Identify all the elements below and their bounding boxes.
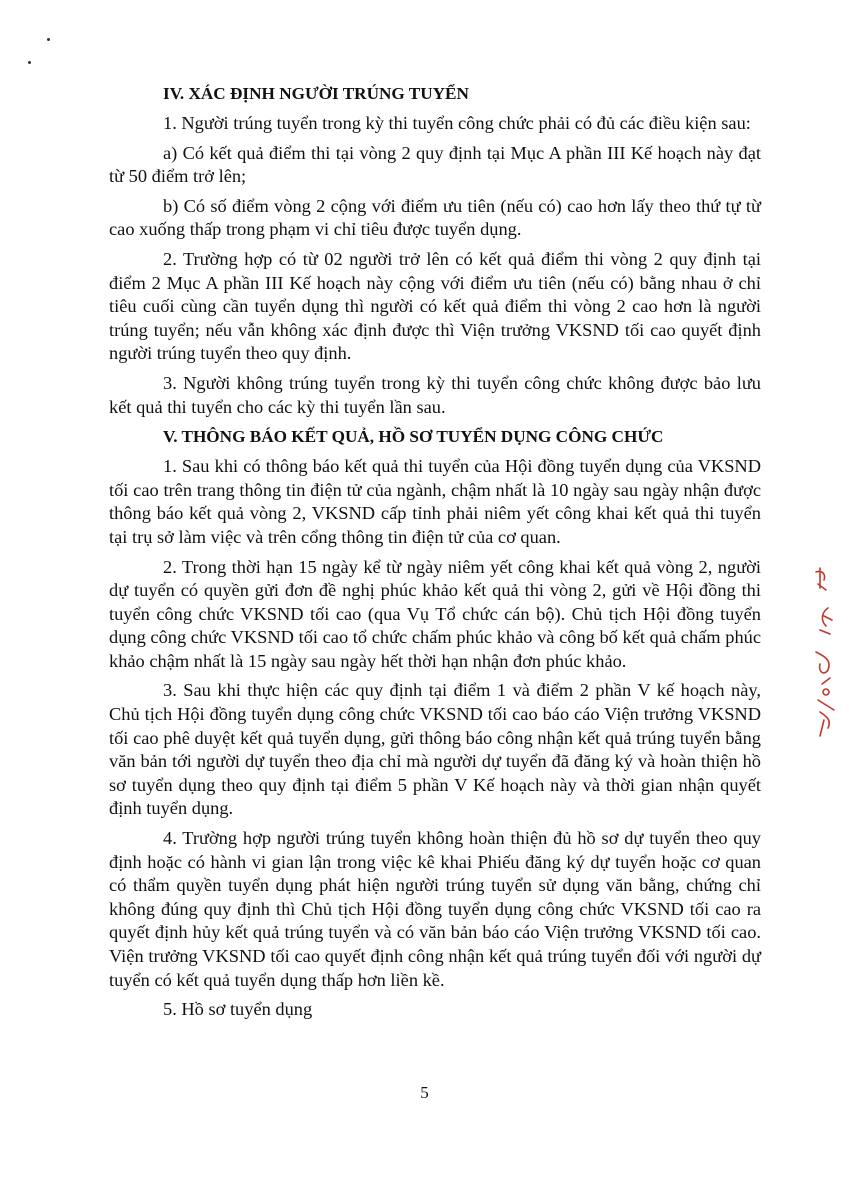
paragraph: 2. Trường hợp có từ 02 người trở lên có kết quả điểm thi vòng 2 quy định tại điểm 2 Mục A phần III Kế hoạch này cộng với điểm ưu tiên (nếu có) bằng nhau ở chỉ tiêu cuối cùng cần tuyển dụng thì người có kết quả điểm thi vòng 2 cao hơn là người trúng tuyển; nếu vẫn không xác định được thì Viện trưởng VKSND tối cao quyết định người trúng tuyển theo quy định. <box>109 248 761 364</box>
paragraph: 1. Người trúng tuyển trong kỳ thi tuyển công chức phải có đủ các điều kiện sau: <box>163 113 751 133</box>
paragraph: b) Có số điểm vòng 2 cộng với điểm ưu tiên (nếu có) cao hơn lấy theo thứ tự từ cao xuống thấp trong phạm vi chỉ tiêu được tuyển dụng. <box>109 195 761 240</box>
section-heading-iv: IV. XÁC ĐỊNH NGƯỜI TRÚNG TUYỂN <box>163 84 469 103</box>
section-heading-v: V. THÔNG BÁO KẾT QUẢ, HỒ SƠ TUYỂN DỤNG CÔNG CHỨC <box>163 427 664 447</box>
paragraph: 1. Sau khi có thông báo kết quả thi tuyển của Hội đồng tuyển dụng của VKSND tối cao trên trang thông tin điện tử của ngành, chậm nhất là 10 ngày sau ngày nhận được thông báo kết quả vòng 2, VKSND cấp tỉnh phải niêm yết công khai kết quả thi tuyển tại trụ sở làm việc và trên cổng thông tin điện tử của cơ quan. <box>109 456 761 547</box>
paragraph: 4. Trường hợp người trúng tuyển không hoàn thiện đủ hồ sơ dự tuyển theo quy định hoặc có hành vi gian lận trong việc kê khai Phiếu đăng ký dự tuyển hoặc cơ quan có thẩm quyền tuyển dụng phát hiện người trúng tuyển sử dụng văn bằng, chứng chỉ không đúng quy định thì Chủ tịch Hội đồng tuyển dụng công chức VKSND tối cao ra quyết định hủy kết quả trúng tuyển và có văn bản báo cáo Viện trưởng VKSND tối cao. Viện trưởng VKSND tối cao quyết định công nhận kết quả trúng tuyển đối với người dự tuyển có kết quả tuyển dụng thấp hơn liền kề. <box>109 828 761 990</box>
scan-speck <box>28 61 31 64</box>
paragraph: 2. Trong thời hạn 15 ngày kể từ ngày niêm yết công khai kết quả vòng 2, người dự tuyển có quyền gửi đơn đề nghị phúc khảo kết quả thi vòng 2, gửi về Hội đồng thi tuyển công chức VKSND tối cao (qua Vụ Tổ chức cán bộ). Chủ tịch Hội đồng tuyển dụng công chức VKSND tối cao tổ chức chấm phúc khảo và công bố kết quả chấm phúc khảo chậm nhất là 15 ngày sau ngày hết thời hạn nhận đơn phúc khảo. <box>109 556 761 671</box>
page-content <box>109 82 761 1028</box>
paragraph: a) Có kết quả điểm thi tại vòng 2 quy định tại Mục A phần III Kế hoạch này đạt từ 50 điểm trở lên; <box>109 142 761 187</box>
page-number: 5 <box>420 1083 429 1102</box>
scan-speck <box>47 38 50 41</box>
paragraph: 3. Người không trúng tuyển trong kỳ thi tuyển công chức không được bảo lưu kết quả thi tuyển cho các kỳ thi tuyển lần sau. <box>109 372 761 417</box>
paragraph: 3. Sau khi thực hiện các quy định tại điểm 1 và điểm 2 phần V kế hoạch này, Chủ tịch Hội đồng tuyển dụng công chức VKSND tối cao báo cáo Viện trưởng VKSND tối cao phê duyệt kết quả tuyển dụng, gửi thông báo công nhận kết quả trúng tuyển bằng văn bản tới người dự tuyển theo địa chỉ mà người dự tuyển đã đăng ký và hoàn thiện hồ sơ tuyển dụng theo quy định tại điểm 5 phần V Kế hoạch này và thời gian nhận quyết định tuyển dụng. <box>109 680 761 819</box>
margin-signature-stamp <box>806 560 846 740</box>
paragraph: 5. Hồ sơ tuyển dụng <box>163 999 313 1020</box>
